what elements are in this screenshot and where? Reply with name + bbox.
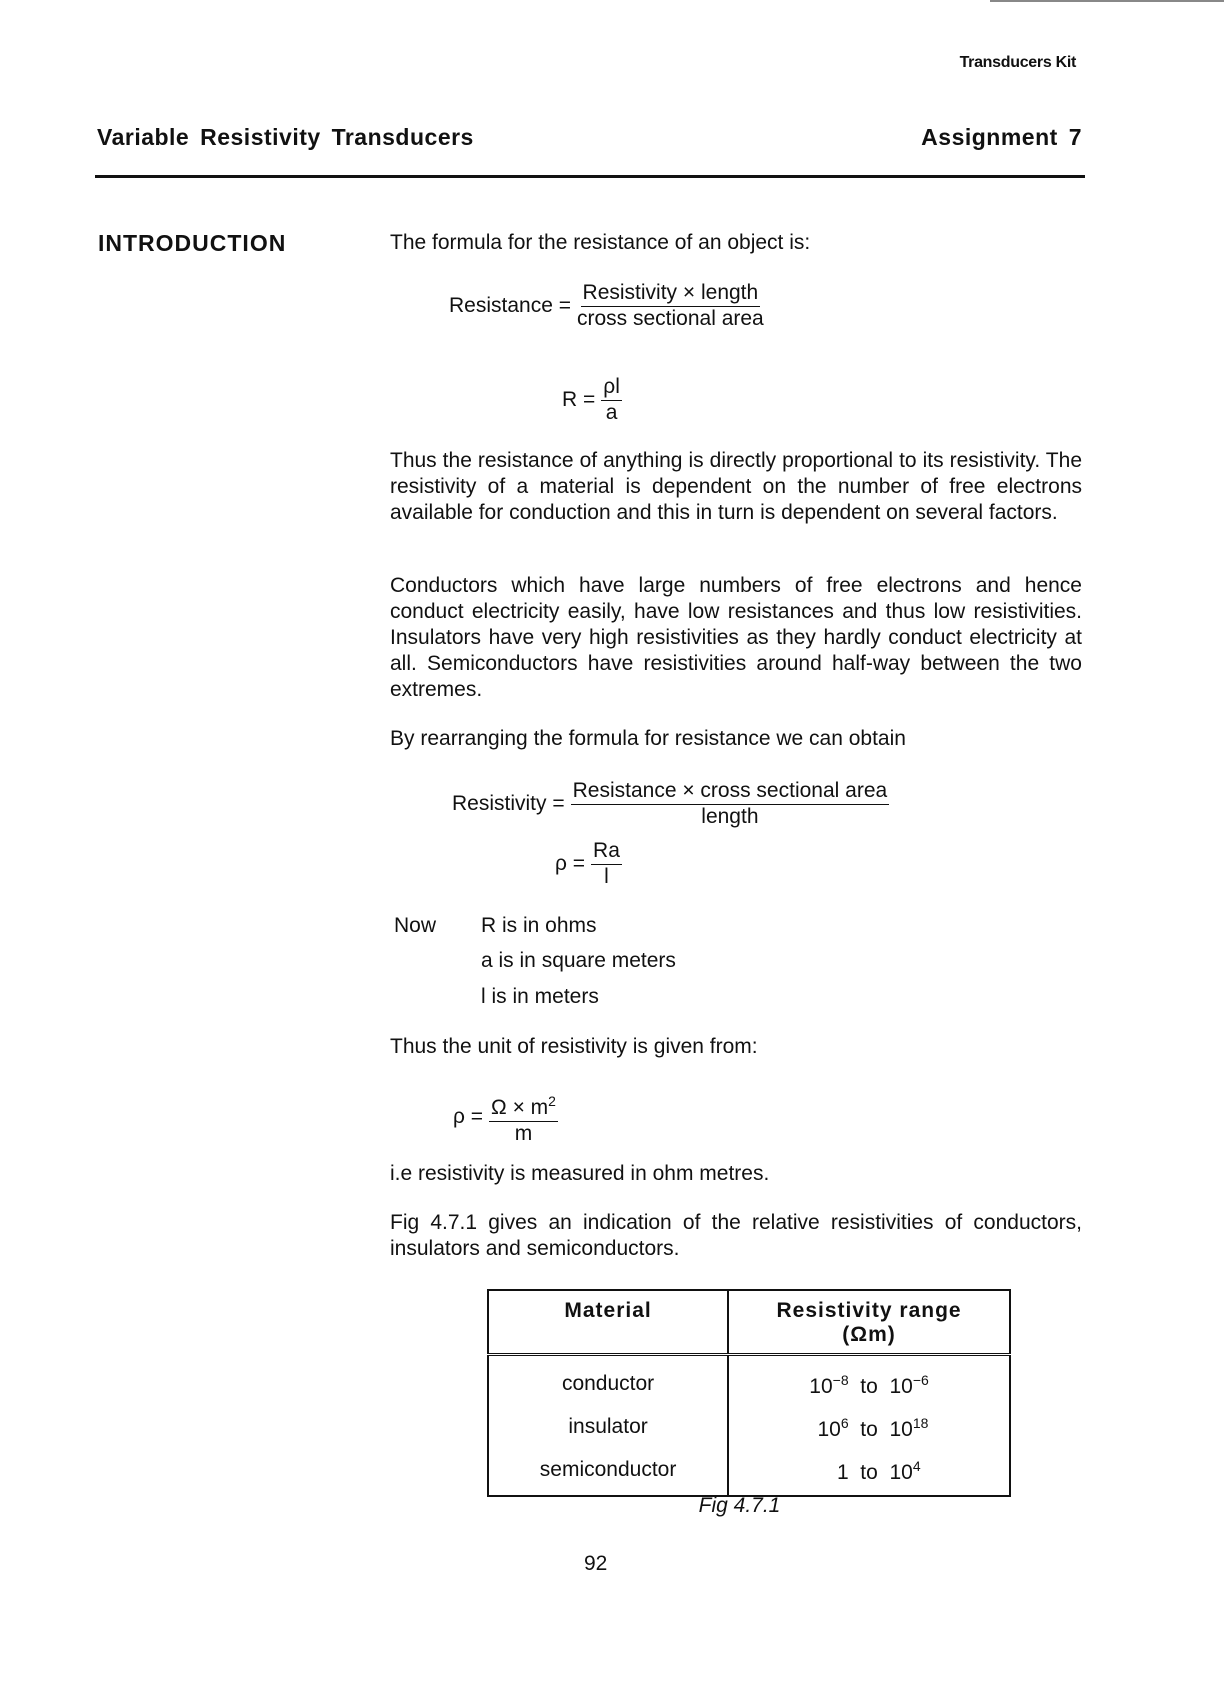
unit-line: R is in ohms bbox=[481, 914, 597, 937]
paragraph-2: Conductors which have large numbers of free electrons and hence conduct electricity easily, have low resistances and thus low resistivities. Insulators have very high resistivities as they hardly conduct electricity at all. Semiconductors have resistivities around half-way between the two extremes. bbox=[390, 574, 1082, 701]
eq-denominator: l bbox=[604, 865, 609, 888]
eq-numerator: ρl bbox=[601, 374, 622, 401]
paragraph-6: Fig 4.7.1 gives an indication of the relative resistivities of conductors, insulators and semiconductors. bbox=[390, 1211, 1082, 1260]
range-to-word: to bbox=[860, 1418, 878, 1441]
range-to: 10 bbox=[889, 1418, 913, 1441]
eq-numerator: Resistivity × length bbox=[581, 280, 761, 307]
range-cell bbox=[728, 1448, 1010, 1496]
unit-line: l is in meters bbox=[481, 985, 599, 1008]
material-cell: conductor bbox=[488, 1355, 728, 1406]
eq-lhs: Resistivity = bbox=[452, 791, 565, 815]
eq-lhs: R = bbox=[562, 387, 596, 411]
material-cell: insulator bbox=[488, 1405, 728, 1448]
table-row bbox=[488, 1355, 1010, 1406]
exponent: 6 bbox=[840, 1415, 849, 1431]
table-row bbox=[488, 1405, 1010, 1448]
page-number: 92 bbox=[584, 1552, 608, 1575]
range-header-text: Resistivity range bbox=[776, 1299, 962, 1322]
column-header-material: Material bbox=[488, 1290, 728, 1355]
eq-numerator-text: Ω × m bbox=[491, 1096, 549, 1119]
eq-numerator bbox=[489, 1088, 558, 1122]
range-cell bbox=[728, 1355, 1010, 1406]
paragraph-4: Thus the unit of resistivity is given from: bbox=[390, 1035, 758, 1058]
now-label: Now bbox=[394, 914, 437, 937]
resistivity-table bbox=[487, 1289, 1011, 1497]
assignment-label: Assignment 7 bbox=[921, 124, 1082, 150]
eq-lhs: ρ = bbox=[453, 1105, 484, 1128]
range-from: 10 bbox=[817, 1418, 841, 1441]
equation-unit bbox=[453, 1088, 558, 1146]
kit-label: Transducers Kit bbox=[959, 54, 1076, 71]
scan-edge-line bbox=[990, 0, 1224, 2]
eq-lhs: Resistance = bbox=[449, 293, 571, 317]
intro-text: The formula for the resistance of an object is: bbox=[390, 231, 811, 254]
section-heading: INTRODUCTION bbox=[98, 230, 287, 256]
column-header-range bbox=[728, 1290, 1010, 1355]
eq-denominator: length bbox=[701, 805, 759, 828]
paragraph-3: By rearranging the formula for resistance we can obtain bbox=[390, 727, 906, 750]
exponent: −8 bbox=[832, 1372, 849, 1388]
exponent: 4 bbox=[912, 1458, 921, 1474]
range-to-word: to bbox=[860, 1461, 878, 1484]
range-to: 10 bbox=[889, 1461, 913, 1484]
figure-caption: Fig 4.7.1 bbox=[698, 1494, 781, 1517]
range-from: 10 bbox=[809, 1375, 833, 1398]
eq-denominator: cross sectional area bbox=[576, 307, 764, 330]
eq-numerator: Resistance × cross sectional area bbox=[571, 778, 890, 805]
eq-denominator: a bbox=[605, 401, 618, 424]
range-cell bbox=[728, 1405, 1010, 1448]
equation-rho-ra bbox=[555, 838, 622, 889]
paragraph-1: Thus the resistance of anything is directly proportional to its resistivity. The resistivity of a material is dependent on the number of free electrons available for conduction and this in turn is dependent on several factors. bbox=[390, 449, 1082, 524]
table-header-row bbox=[488, 1290, 1010, 1355]
exponent: 2 bbox=[548, 1093, 556, 1109]
header-rule bbox=[95, 175, 1085, 178]
equation-resistance bbox=[449, 280, 764, 331]
range-from: 1 bbox=[836, 1461, 849, 1484]
range-to: 10 bbox=[889, 1375, 913, 1398]
table-row bbox=[488, 1448, 1010, 1496]
exponent: −6 bbox=[912, 1372, 929, 1388]
equation-r-rho bbox=[562, 374, 622, 425]
eq-denominator: m bbox=[514, 1122, 533, 1145]
range-unit: (Ωm) bbox=[842, 1323, 896, 1346]
chapter-title: Variable Resistivity Transducers bbox=[97, 124, 474, 150]
material-cell: semiconductor bbox=[488, 1448, 728, 1496]
unit-line: a is in square meters bbox=[481, 949, 676, 972]
exponent: 18 bbox=[912, 1415, 929, 1431]
equation-resistivity bbox=[452, 778, 889, 829]
paragraph-5: i.e resistivity is measured in ohm metres. bbox=[390, 1162, 770, 1185]
range-to-word: to bbox=[860, 1375, 878, 1398]
eq-numerator: Ra bbox=[591, 838, 622, 865]
eq-lhs: ρ = bbox=[555, 851, 586, 875]
